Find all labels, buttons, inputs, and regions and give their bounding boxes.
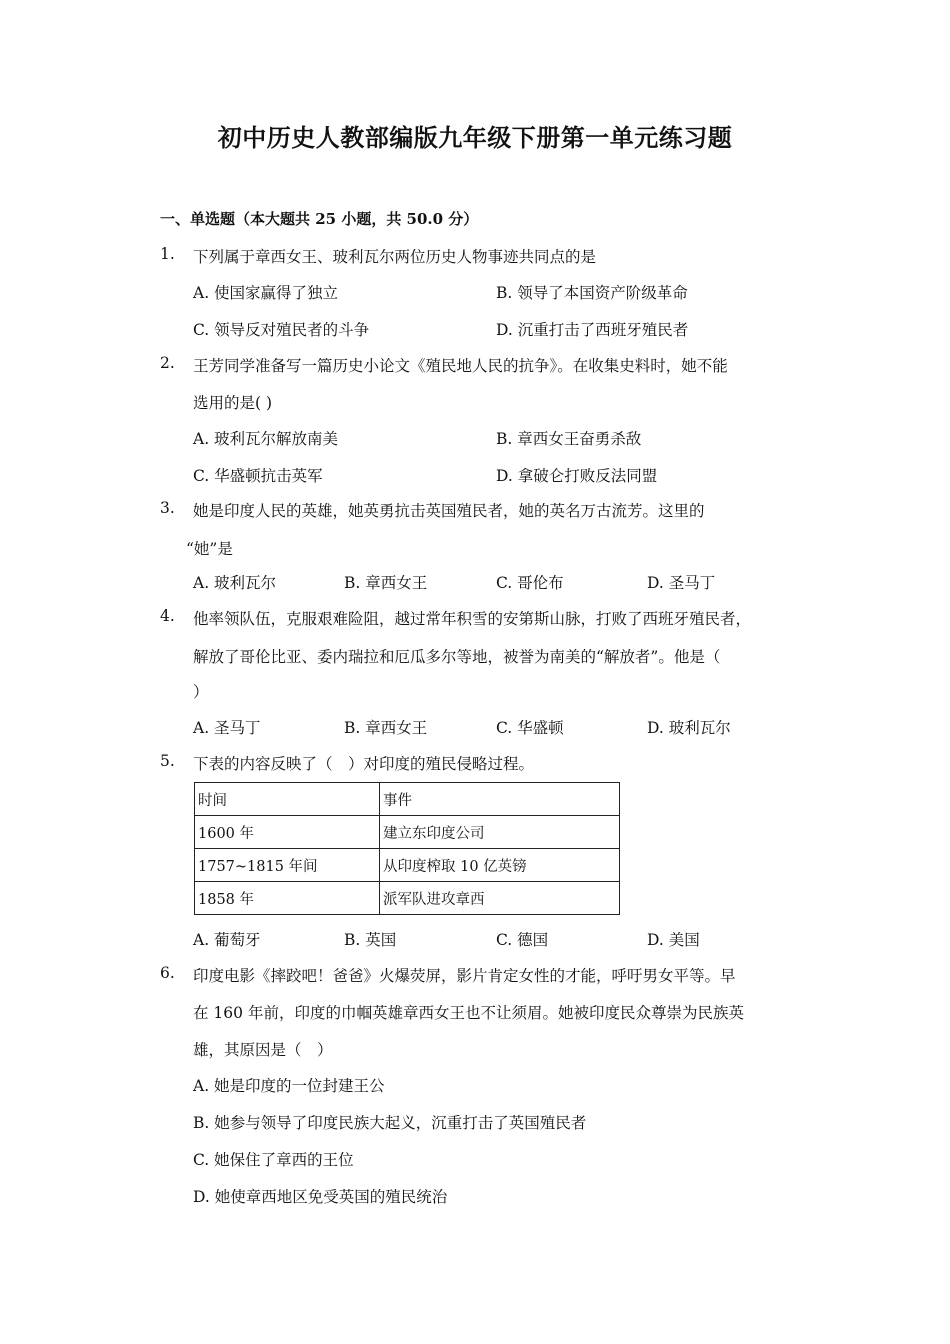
question-text: 在 160 年前，印度的巾帼英雄章西女王也不让须眉。她被印度民众尊崇为民族英 — [193, 1004, 744, 1022]
question-text: ） — [193, 683, 209, 701]
table-row — [195, 882, 620, 915]
question-text: 选用的是( ) — [193, 394, 273, 412]
option-c: C. 华盛顿 — [496, 719, 564, 737]
question-text: 解放了哥伦比亚、委内瑞拉和厄瓜多尔等地，被誉为南美的“解放者”。他是（ — [193, 648, 721, 666]
table-header-cell: 事件 — [380, 783, 620, 816]
option-b: B. 章西女王 — [344, 574, 428, 592]
option-d: D. 美国 — [647, 931, 700, 949]
option-d: D. 拿破仑打败反法同盟 — [496, 467, 658, 485]
section-heading: 一、单选题（本大题共 25 小题，共 50.0 分） — [160, 210, 479, 228]
option-d: D. 沉重打击了西班牙殖民者 — [496, 321, 689, 339]
question-number: 3. — [160, 499, 175, 517]
question-number: 2. — [160, 354, 175, 372]
option-d: D. 她使章西地区免受英国的殖民统治 — [193, 1188, 448, 1206]
option-d: D. 玻利瓦尔 — [647, 719, 731, 737]
history-table — [194, 782, 620, 915]
table-cell: 建立东印度公司 — [380, 816, 620, 849]
option-c: C. 哥伦布 — [496, 574, 564, 592]
option-b: B. 章西女王 — [344, 719, 428, 737]
option-d: D. 圣马丁 — [647, 574, 716, 592]
option-b: B. 她参与领导了印度民族大起义，沉重打击了英国殖民者 — [193, 1114, 587, 1132]
option-a: A. 圣马丁 — [193, 719, 261, 737]
page-title: 初中历史人教部编版九年级下册第一单元练习题 — [217, 123, 733, 152]
question-number: 4. — [160, 607, 175, 625]
option-a: A. 她是印度的一位封建王公 — [193, 1077, 385, 1095]
table-cell: 1757~1815 年间 — [195, 849, 380, 882]
table-cell: 1858 年 — [195, 882, 380, 915]
table-cell: 1600 年 — [195, 816, 380, 849]
option-c: C. 华盛顿抗击英军 — [193, 467, 323, 485]
option-b: B. 英国 — [344, 931, 397, 949]
table-cell: 派军队进攻章西 — [380, 882, 620, 915]
option-a: A. 使国家赢得了独立 — [193, 284, 339, 302]
question-text: 下表的内容反映了（ ）对印度的殖民侵略过程。 — [193, 755, 535, 773]
table-row — [195, 816, 620, 849]
question-text: 雄，其原因是（ ） — [193, 1041, 333, 1059]
option-c: C. 领导反对殖民者的斗争 — [193, 321, 370, 339]
question-text: 她是印度人民的英雄，她英勇抗击英国殖民者，她的英名万古流芳。这里的 — [193, 502, 705, 520]
question-text: 印度电影《摔跤吧！爸爸》火爆荧屏，影片肯定女性的才能，呼吁男女平等。早 — [193, 967, 736, 985]
question-text: 下列属于章西女王、玻利瓦尔两位历史人物事迹共同点的是 — [193, 248, 597, 266]
option-b: B. 领导了本国资产阶级革命 — [496, 284, 688, 302]
table-header-cell: 时间 — [195, 783, 380, 816]
table-cell: 从印度榨取 10 亿英镑 — [380, 849, 620, 882]
option-a: A. 玻利瓦尔解放南美 — [193, 430, 339, 448]
option-c: C. 她保住了章西的王位 — [193, 1151, 354, 1169]
option-a: A. 葡萄牙 — [193, 931, 261, 949]
option-a: A. 玻利瓦尔 — [193, 574, 277, 592]
table-row — [195, 849, 620, 882]
question-text: 他率领队伍，克服艰难险阻，越过常年积雪的安第斯山脉，打败了西班牙殖民者， — [193, 610, 752, 628]
question-number: 6. — [160, 964, 175, 982]
table-row — [195, 783, 620, 816]
option-b: B. 章西女王奋勇杀敌 — [496, 430, 642, 448]
option-c: C. 德国 — [496, 931, 549, 949]
question-text: “她”是 — [186, 540, 233, 558]
question-number: 5. — [160, 752, 175, 770]
question-number: 1. — [160, 245, 175, 263]
question-text: 王芳同学准备写一篇历史小论文《殖民地人民的抗争》。在收集史料时，她不能 — [193, 357, 728, 375]
